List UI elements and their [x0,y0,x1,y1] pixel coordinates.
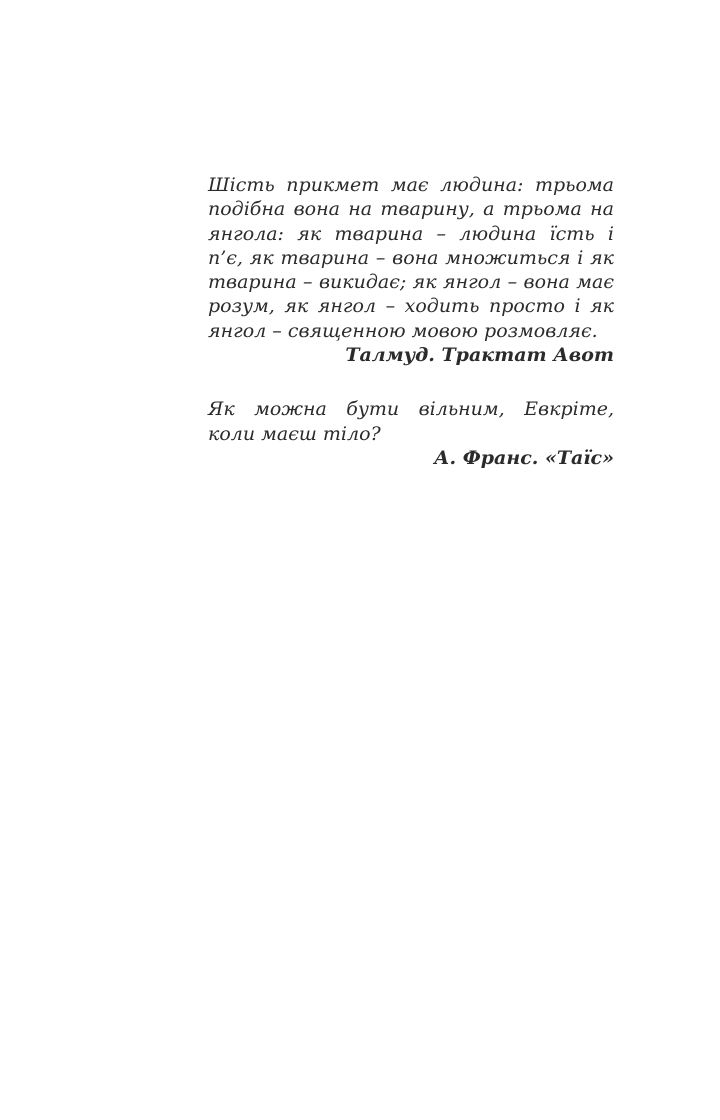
quote-line: п’є, як тварина – вона множиться і як [208,246,614,269]
quote-line: тварина – викидає; як янгол – вона має [208,271,614,294]
epigraphs [208,173,614,470]
epigraph-source: Талмуд. Трактат Авот [345,344,614,367]
quote-line: янгола: як тварина – людина їсть і [208,222,614,245]
quote-line: Як можна бути вільним, Евкріте, [208,398,614,421]
epigraph-source: А. Франс. «Таїс» [434,446,614,469]
quote-line: Шість прикмет має людина: трьома [208,174,614,196]
quote-line: розум, як янгол – ходить просто і як [208,295,614,318]
epigraph-talmud [208,173,614,367]
epigraph-france [208,397,614,470]
quote-line: подібна вона на тварину, а трьома на [208,198,614,221]
quote-line: коли маєш тіло? [208,422,381,445]
quote-line: янгол – священною мовою розмовляє. [208,319,598,342]
